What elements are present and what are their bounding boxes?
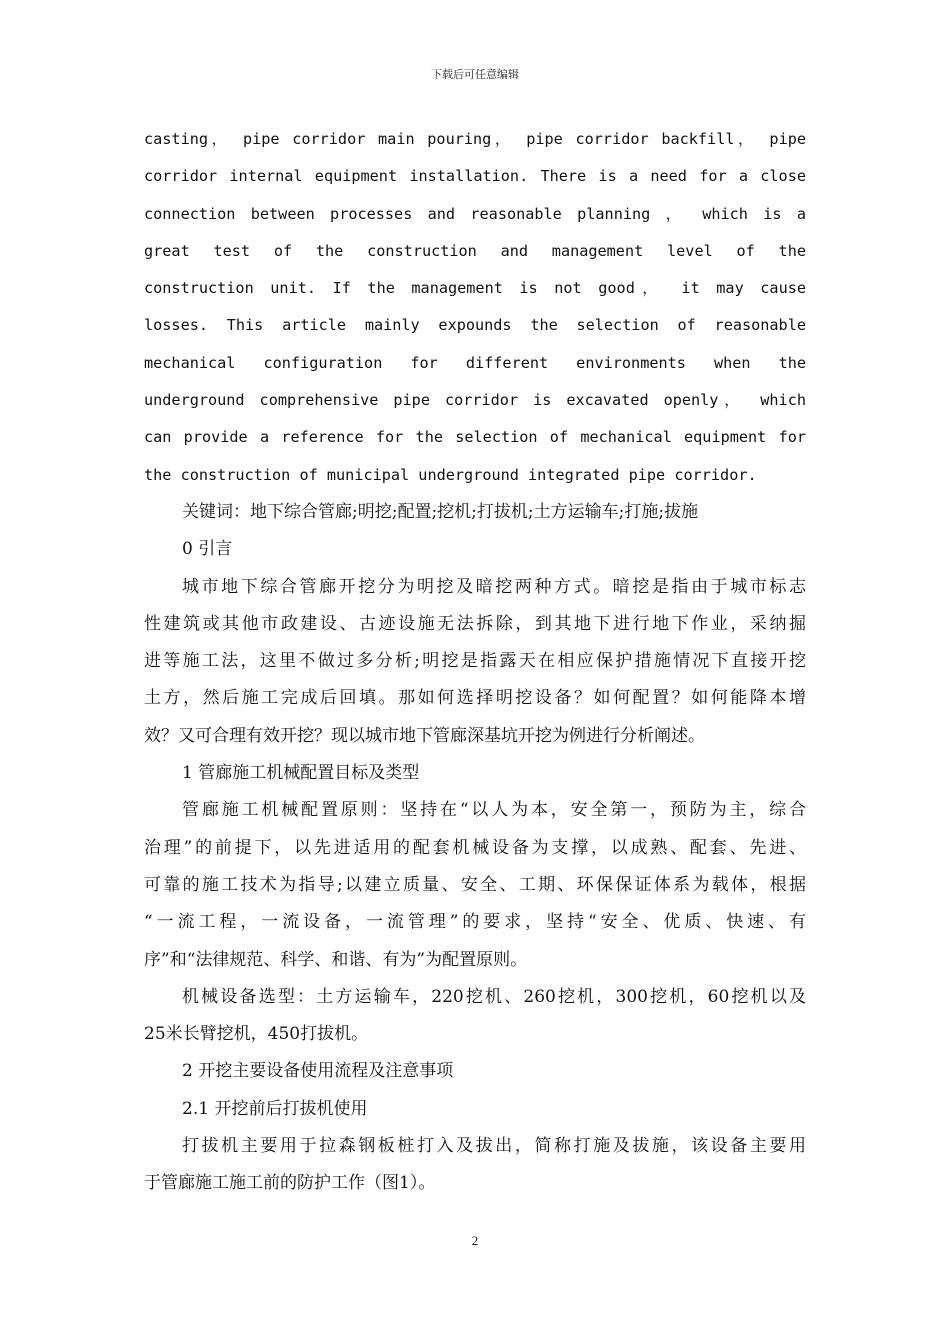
text-line: 打拔机主要用于拉森钢板桩打入及拔出，简称打施及拔施，该设备主要用 [182, 1136, 806, 1157]
section-heading-1: 1 管廊施工机械配置目标及类型 [182, 763, 420, 784]
text-line: 25米长臂挖机，450打拔机。 [144, 1024, 369, 1045]
text-line: 城市地下综合管廊开挖分为明挖及暗挖两种方式。暗挖是指由于城市标志 [182, 576, 806, 597]
text-line: 土方，然后施工完成后回填。那如何选择明挖设备？如何配置？如何能降本增 [144, 688, 806, 709]
section-heading-2-1: 2.1 开挖前后打拔机使用 [182, 1098, 368, 1119]
text-line: the construction of municipal underground integrated pipe corridor. [144, 465, 757, 484]
intro-paragraph [144, 573, 806, 759]
text-line: 管廊施工机械配置原则：坚持在“以人为本，安全第一，预防为主，综合 [182, 800, 806, 821]
text-line: 于管廊施工施工前的防护工作（图1）。 [144, 1173, 436, 1194]
page-number: 2 [471, 1233, 479, 1248]
text-line: casting， pipe corridor main pouring， pipe corridor backfill， pipe [144, 130, 806, 148]
page-header: 下载后可任意编辑 [431, 68, 519, 81]
text-line: great test of the construction and management level of the [144, 241, 806, 260]
section-heading-0: 0 引言 [182, 539, 233, 560]
text-line: corridor internal equipment installation. There is a need for a close [144, 167, 806, 186]
text-line: 性建筑或其他市政建设、古迹设施无法拆除，到其地下进行地下作业，采纳掘 [144, 613, 806, 634]
text-line: 序”和“法律规范、科学、和谐、有为”为配置原则。 [144, 949, 528, 970]
pile-driver-paragraph [144, 1132, 806, 1207]
text-line: “一流工程，一流设备，一流管理”的要求，坚持“安全、优质、快速、有 [144, 912, 806, 933]
text-line: 机械设备选型：土方运输车，220挖机、260挖机，300挖机，60挖机以及 [182, 986, 806, 1007]
document-body [144, 125, 806, 1207]
text-line: connection between processes and reasonable planning ， which is a [144, 204, 806, 223]
text-line: 治理”的前提下，以先进适用的配套机械设备为支撑，以成熟、配套、先进、 [144, 837, 806, 858]
keywords-line: 关键词：地下综合管廊;明挖;配置;挖机;打拔机;土方运输车;打施;拔施 [182, 501, 699, 522]
text-line: underground comprehensive pipe corridor is excavated openly， which [144, 391, 806, 410]
principle-paragraph [144, 796, 806, 982]
text-line: 进等施工法，这里不做过多分析;明挖是指露天在相应保护措施情况下直接开挖 [144, 651, 806, 672]
section-heading-2: 2 开挖主要设备使用流程及注意事项 [182, 1061, 454, 1082]
text-line: losses. This article mainly expounds the selection of reasonable [144, 316, 806, 335]
text-line: can provide a reference for the selection of mechanical equipment for [144, 428, 806, 447]
text-line: mechanical configuration for different environments when the [144, 353, 806, 372]
text-line: 可靠的施工技术为指导;以建立质量、安全、工期、环保保证体系为载体，根据 [144, 874, 806, 895]
text-line: construction unit. If the management is not good， it may cause [144, 279, 806, 298]
text-line: 效？又可合理有效开挖？现以城市地下管廊深基坑开挖为例进行分析阐述。 [144, 725, 705, 746]
equipment-paragraph [144, 983, 806, 1058]
abstract-paragraph [144, 125, 806, 498]
